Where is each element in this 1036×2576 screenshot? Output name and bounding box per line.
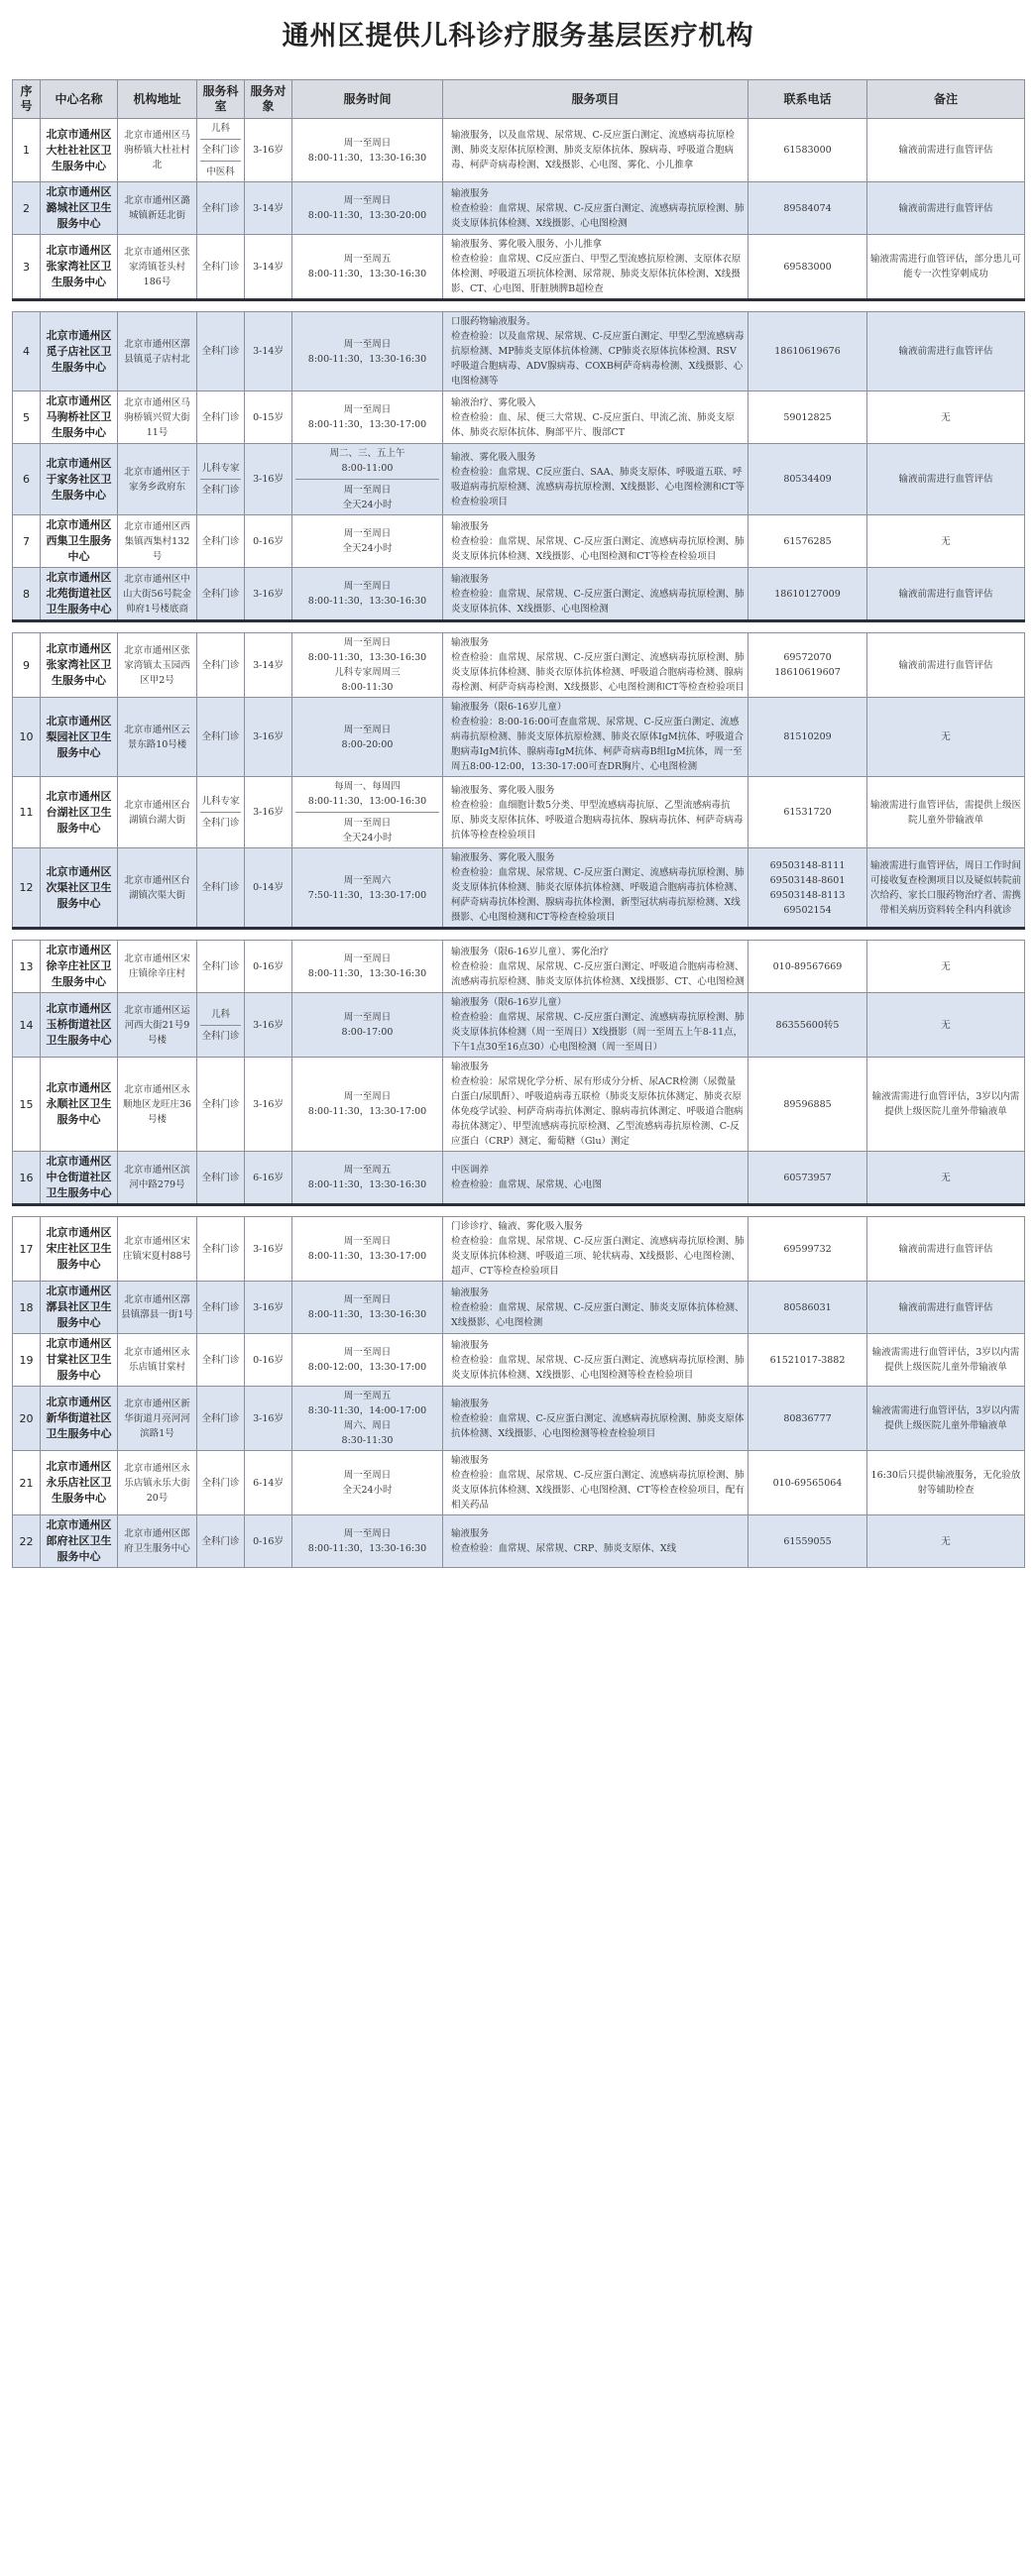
service-items: 输液服务，以及血常规、尿常规、C-反应蛋白测定、流感病毒抗原检测、肺炎支原体抗原检测、肺炎支原体抗体、腺病毒、呼吸道合胞病毒、柯萨奇病毒检测、X线摄影、心电图、雾化、小儿推拿: [443, 119, 748, 182]
row-number: 11: [13, 777, 41, 848]
row-number: 4: [13, 312, 41, 392]
center-address: 北京市通州区西集镇西集村132号: [118, 515, 197, 568]
table-row: [13, 1334, 1025, 1387]
remarks: 输液前需进行血管评估: [867, 633, 1025, 698]
dept-label: 中医科: [200, 161, 241, 179]
center-address: 北京市通州区马驹桥镇兴贸大街11号: [118, 392, 197, 444]
service-age: 3-16岁: [245, 698, 292, 777]
contact-phone: 18610127009: [748, 568, 867, 621]
header-phone: 联系电话: [748, 80, 867, 119]
section-divider-bar: [13, 621, 1025, 633]
service-age: 6-16岁: [245, 1152, 292, 1205]
service-time: 周一至周日 8:00-11:30，13:30-20:00: [292, 182, 443, 235]
dept-label: 儿科: [210, 123, 230, 134]
center-name: 北京市通州区中仓街道社区卫生服务中心: [41, 1152, 118, 1205]
service-items: 输液服务、雾化吸入服务 检查检验：血细胞计数5分类、甲型流感病毒抗原、乙型流感病毒抗原、肺炎支原体抗体、呼吸道合胞病毒抗体、腺病毒抗体、柯萨奇病毒抗体等检查检验项目: [443, 777, 748, 848]
service-dept: [197, 235, 245, 300]
row-number: 14: [13, 993, 41, 1058]
row-number: 21: [13, 1451, 41, 1515]
section-divider-bar: [13, 300, 1025, 312]
center-address: 北京市通州区云景东路10号楼: [118, 698, 197, 777]
center-address: 北京市通州区滨河中路279号: [118, 1152, 197, 1205]
service-items: 输液、雾化吸入服务 检查检验：血常规、C反应蛋白、SAA、肺炎支原体、呼吸道五联、呼吸道病毒抗原检测、流感病毒抗原检测、X线摄影、心电图检测和CT等检查检验项目: [443, 444, 748, 515]
header-services: 服务项目: [443, 80, 748, 119]
center-name: 北京市通州区徐辛庄社区卫生服务中心: [41, 941, 118, 993]
remarks: 输液前需进行血管评估: [867, 1282, 1025, 1334]
section-divider-bar: [13, 929, 1025, 941]
service-time: 周一至周日 8:00-11:30，13:30-17:00: [292, 1217, 443, 1282]
table-row: [13, 1152, 1025, 1205]
header-name: 中心名称: [41, 80, 118, 119]
center-name: 北京市通州区梨园社区卫生服务中心: [41, 698, 118, 777]
remarks: 无: [867, 1152, 1025, 1205]
dept-label: 全科门诊: [201, 960, 240, 972]
service-dept: [197, 119, 245, 182]
dept-label: 全科门诊: [200, 139, 241, 158]
remarks: 输液需需进行血管评估，3岁以内需提供上级医院儿童外带输液单: [867, 1334, 1025, 1387]
service-age: 0-16岁: [245, 941, 292, 993]
center-name: 北京市通州区马驹桥社区卫生服务中心: [41, 392, 118, 444]
center-name: 北京市通州区郎府社区卫生服务中心: [41, 1515, 118, 1568]
table-row: [13, 1217, 1025, 1282]
center-name: 北京市通州区永乐店社区卫生服务中心: [41, 1451, 118, 1515]
service-dept: [197, 993, 245, 1058]
service-items: 输液服务 检查检验：血常规、尿常规、C-反应蛋白测定、流感病毒抗原检测、肺炎支原体抗体检测、X线摄影、心电图检测和CT等检查检验项目: [443, 515, 748, 568]
contact-phone: 61531720: [748, 777, 867, 848]
contact-phone: 60573957: [748, 1152, 867, 1205]
remarks: 输液前需进行血管评估: [867, 312, 1025, 392]
service-age: 6-14岁: [245, 1451, 292, 1515]
dept-label: 全科门诊: [200, 812, 241, 831]
service-age: 3-16岁: [245, 1387, 292, 1451]
service-time: 周一至周日 8:00-11:30，13:30-16:30: [292, 1515, 443, 1568]
contact-phone: 80836777: [748, 1387, 867, 1451]
service-age: 3-16岁: [245, 1217, 292, 1282]
service-time: [292, 444, 443, 515]
table-row: [13, 633, 1025, 698]
dept-label: 全科门诊: [200, 1025, 241, 1044]
center-name: 北京市通州区玉桥街道社区卫生服务中心: [41, 993, 118, 1058]
service-items: 输液服务（限6-16岁儿童）、雾化治疗 检查检验：血常规、尿常规、C-反应蛋白测定、呼吸道合胞病毒检测、流感病毒抗原检测、肺炎支原体抗体检测、X线摄影、CT、心电图检测: [443, 941, 748, 993]
center-address: 北京市通州区永乐店镇甘棠村: [118, 1334, 197, 1387]
service-items: 输液服务 检查检验：血常规、尿常规、C-反应蛋白测定、流感病毒抗原检测、肺炎支原体抗体检测、X线摄影、心电图检测等检查检验项目: [443, 1334, 748, 1387]
row-number: 3: [13, 235, 41, 300]
header-note: 备注: [867, 80, 1025, 119]
center-name: 北京市通州区北苑街道社区卫生服务中心: [41, 568, 118, 621]
service-time: 周一至周五 8:00-11:30，13:30-16:30: [292, 235, 443, 300]
service-items: 输液服务（限6-16岁儿童） 检查检验：血常规、尿常规、C-反应蛋白测定、流感病毒抗原检测、肺炎支原体抗体检测（周一至周日）X线摄影（周一至周五上午8-11点，下午1点30至16点30）心电图检测（周一至周日）: [443, 993, 748, 1058]
service-age: 0-16岁: [245, 1334, 292, 1387]
dept-label: 全科门诊: [200, 479, 241, 498]
section-divider: [13, 300, 1025, 312]
center-address: 北京市通州区运河西大街21号9号楼: [118, 993, 197, 1058]
table-row: [13, 444, 1025, 515]
center-address: 北京市通州区于家务乡政府东: [118, 444, 197, 515]
section-divider: [13, 1205, 1025, 1217]
header-time: 服务时间: [292, 80, 443, 119]
dept-label: 全科门诊: [201, 588, 240, 600]
row-number: 9: [13, 633, 41, 698]
contact-phone: 61521017-3882: [748, 1334, 867, 1387]
row-number: 5: [13, 392, 41, 444]
dept-label: 全科门诊: [201, 882, 240, 893]
service-dept: [197, 1334, 245, 1387]
service-items: 输液治疗、雾化吸入 检查检验：血、尿、便三大常规、C-反应蛋白、甲流乙流、肺炎支原体、肺炎衣原体抗体、胸部平片、腹部CT: [443, 392, 748, 444]
contact-phone: 69503148-8111 69503148-8601 69503148-8113 69502154: [748, 848, 867, 929]
service-age: 3-16岁: [245, 1282, 292, 1334]
service-dept: [197, 848, 245, 929]
table-row: [13, 993, 1025, 1058]
header-age: 服务对象: [245, 80, 292, 119]
service-items: 输液服务、雾化吸入服务、小儿推拿 检查检验：血常规、C反应蛋白、甲型乙型流感抗原检测、支原体衣原体检测、呼吸道五项抗体检测、尿常规、肺炎支原体抗体检测、X线摄影、CT、心电图、肝脏胰脾B超检查: [443, 235, 748, 300]
remarks: 输液前需进行血管评估: [867, 182, 1025, 235]
service-dept: [197, 698, 245, 777]
section-divider: [13, 929, 1025, 941]
center-name: 北京市通州区张家湾社区卫生服务中心: [41, 235, 118, 300]
service-time: 周一至周五 8:30-11:30，14:00-17:00 周六、周日 8:30-11:30: [292, 1387, 443, 1451]
service-time: 周一至周日 8:00-11:30，13:30-16:30: [292, 941, 443, 993]
service-dept: [197, 182, 245, 235]
service-items: 输液服务 检查检验：血常规、C-反应蛋白测定、流感病毒抗原检测、肺炎支原体抗体检测、X线摄影、心电图检测等检查检验项目: [443, 1387, 748, 1451]
row-number: 20: [13, 1387, 41, 1451]
remarks: 输液前需进行血管评估: [867, 444, 1025, 515]
table-row: [13, 777, 1025, 848]
dept-label: 儿科专家: [201, 796, 240, 807]
center-name: 北京市通州区觅子店社区卫生服务中心: [41, 312, 118, 392]
service-dept: [197, 1152, 245, 1205]
service-items: 输液服务 检查检验：血常规、尿常规、C-反应蛋白测定、流感病毒抗原检测、肺炎支原体抗体检测、X线摄影、心电图检测: [443, 182, 748, 235]
service-dept: [197, 568, 245, 621]
remarks: 输液需需进行血管评估，3岁以内需提供上级医院儿童外带输液单: [867, 1387, 1025, 1451]
service-age: 3-16岁: [245, 568, 292, 621]
table-row: [13, 235, 1025, 300]
service-dept: [197, 1058, 245, 1152]
center-address: 北京市通州区漷县镇漷县一街1号: [118, 1282, 197, 1334]
table-row: [13, 1282, 1025, 1334]
center-address: 北京市通州区永顺地区龙旺庄36号楼: [118, 1058, 197, 1152]
service-age: 3-16岁: [245, 993, 292, 1058]
service-age: 3-14岁: [245, 633, 292, 698]
row-number: 17: [13, 1217, 41, 1282]
contact-phone: 59012825: [748, 392, 867, 444]
contact-phone: 80586031: [748, 1282, 867, 1334]
contact-phone: 61559055: [748, 1515, 867, 1568]
center-address: 北京市通州区新华街道月亮河河滨路1号: [118, 1387, 197, 1451]
service-time: 周一至周日 8:00-11:30，13:30-16:30 儿科专家周周三 8:00-11:30: [292, 633, 443, 698]
dept-label: 全科门诊: [201, 1243, 240, 1255]
page-title: 通州区提供儿科诊疗服务基层医疗机构: [282, 21, 754, 52]
dept-label: 全科门诊: [201, 261, 240, 273]
dept-label: 全科门诊: [201, 1535, 240, 1547]
center-name: 北京市通州区漷县社区卫生服务中心: [41, 1282, 118, 1334]
table-row: [13, 312, 1025, 392]
table-row: [13, 392, 1025, 444]
contact-phone: 89584074: [748, 182, 867, 235]
service-age: 3-14岁: [245, 182, 292, 235]
service-time: 周一至周日 8:00-11:30，13:30-16:30: [292, 119, 443, 182]
service-dept: [197, 444, 245, 515]
service-items: 中医调养 检查检验：血常规、尿常规、心电图: [443, 1152, 748, 1205]
row-number: 19: [13, 1334, 41, 1387]
section-divider-bar: [13, 1205, 1025, 1217]
service-dept: [197, 392, 245, 444]
table-row: [13, 1387, 1025, 1451]
row-number: 1: [13, 119, 41, 182]
service-time: [292, 777, 443, 848]
dept-label: 全科门诊: [201, 1172, 240, 1183]
service-dept: [197, 1282, 245, 1334]
dept-label: 全科门诊: [201, 659, 240, 671]
center-name: 北京市通州区甘棠社区卫生服务中心: [41, 1334, 118, 1387]
service-items: 输液服务 检查检验：血常规、尿常规、C-反应蛋白测定、流感病毒抗原检测、肺炎支原体抗体检测、肺炎衣原体抗体检测、呼吸道合胞病毒检测、腺病毒检测、柯萨奇病毒检测、X线摄影、心电图检测和CT等检查检验项目: [443, 633, 748, 698]
service-dept: [197, 312, 245, 392]
service-time: 周一至周日 全天24小时: [292, 515, 443, 568]
dept-label: 儿科专家: [201, 463, 240, 474]
service-items: 门诊诊疗、输液、雾化吸入服务 检查检验：血常规、尿常规、C-反应蛋白测定、流感病毒抗原检测、肺炎支原体抗体检测、呼吸道三项、轮状病毒、X线摄影、心电图检测、超声、CT等检查检验项目: [443, 1217, 748, 1282]
remarks: 输液前需进行血管评估: [867, 119, 1025, 182]
contact-phone: 010-69565064: [748, 1451, 867, 1515]
contact-phone: 69583000: [748, 235, 867, 300]
dept-label: 全科门诊: [201, 731, 240, 742]
center-address: 北京市通州区宋庄镇宋夏村88号: [118, 1217, 197, 1282]
table-row: [13, 182, 1025, 235]
service-age: 0-16岁: [245, 1515, 292, 1568]
clinic-table: [12, 79, 1024, 1568]
remarks: 输液前需进行血管评估: [867, 1217, 1025, 1282]
service-items: 输液服务 检查检验：血常规、尿常规、C-反应蛋白测定、流感病毒抗原检测、肺炎支原体抗体检测、X线摄影、心电图检测、CT等检查检验项目，配有相关药品: [443, 1451, 748, 1515]
service-time: 周一至周六 7:50-11:30，13:30-17:00: [292, 848, 443, 929]
service-time: 周一至周日 8:00-11:30，13:30-16:30: [292, 568, 443, 621]
remarks: 无: [867, 698, 1025, 777]
row-number: 15: [13, 1058, 41, 1152]
center-name: 北京市通州区于家务社区卫生服务中心: [41, 444, 118, 515]
dept-label: 全科门诊: [201, 1098, 240, 1110]
center-address: 北京市通州区永乐店镇永乐大街20号: [118, 1451, 197, 1515]
service-dept: [197, 941, 245, 993]
table-row: [13, 1058, 1025, 1152]
dept-label: 全科门诊: [201, 1301, 240, 1313]
remarks: 16:30后只提供输液服务，无化验放射等辅助检查: [867, 1451, 1025, 1515]
row-number: 12: [13, 848, 41, 929]
service-time: 周一至周日 8:00-20:00: [292, 698, 443, 777]
table-header-row: [13, 80, 1025, 119]
service-dept: [197, 1515, 245, 1568]
center-address: 北京市通州区张家湾镇太玉园西区甲2号: [118, 633, 197, 698]
dept-label: 儿科: [210, 1008, 230, 1020]
row-number: 7: [13, 515, 41, 568]
time-block: 周二、三、五上午 8:00-11:00: [329, 448, 405, 474]
center-name: 北京市通州区宋庄社区卫生服务中心: [41, 1217, 118, 1282]
row-number: 8: [13, 568, 41, 621]
center-name: 北京市通州区台湖社区卫生服务中心: [41, 777, 118, 848]
center-name: 北京市通州区次渠社区卫生服务中心: [41, 848, 118, 929]
dept-label: 全科门诊: [201, 1412, 240, 1424]
service-time: 周一至周日 8:00-11:30，13:30-17:00: [292, 392, 443, 444]
service-time: 周一至周日 全天24小时: [292, 1451, 443, 1515]
dept-label: 全科门诊: [201, 346, 240, 357]
center-address: 北京市通州区中山大街56号院金帅府1号楼底商: [118, 568, 197, 621]
service-time: 周一至周日 8:00-11:30，13:30-16:30: [292, 1282, 443, 1334]
service-time: 周一至周五 8:00-11:30，13:30-16:30: [292, 1152, 443, 1205]
remarks: 无: [867, 1515, 1025, 1568]
service-age: 0-14岁: [245, 848, 292, 929]
row-number: 18: [13, 1282, 41, 1334]
table-row: [13, 515, 1025, 568]
service-items: 输液服务 检查检验：尿常规化学分析、尿有形成分分析、尿ACR检测（尿微量白蛋白/尿肌酐）、呼吸道病毒五联检（肺炎支原体抗体测定、肺炎衣原体免疫学试验、柯萨奇病毒抗体测定、腺病毒抗体测定、呼吸道合胞病毒抗体测定）、甲型流感病毒抗原检测、乙型流感病毒抗原检测、C-反应蛋白（CRP）测定、葡萄糖（Glu）测定: [443, 1058, 748, 1152]
dept-label: 全科门诊: [201, 1477, 240, 1489]
center-name: 北京市通州区西集卫生服务中心: [41, 515, 118, 568]
service-items: 输液服务 检查检验：血常规、尿常规、CRP、肺炎支原体、X线: [443, 1515, 748, 1568]
time-block: 周一至周日 全天24小时: [295, 812, 439, 845]
service-age: 3-14岁: [245, 235, 292, 300]
row-number: 13: [13, 941, 41, 993]
row-number: 22: [13, 1515, 41, 1568]
center-address: 北京市通州区马驹桥镇大杜社村北: [118, 119, 197, 182]
table-row: [13, 1515, 1025, 1568]
service-age: 0-15岁: [245, 392, 292, 444]
dept-label: 全科门诊: [201, 1354, 240, 1366]
time-block: 周一至周日 全天24小时: [295, 479, 439, 512]
service-age: 3-16岁: [245, 119, 292, 182]
time-block: 每周一、每周四 8:00-11:30，13:00-16:30: [307, 781, 427, 807]
service-time: 周一至周日 8:00-11:30，13:30-16:30: [292, 312, 443, 392]
service-items: 输液服务、雾化吸入服务 检查检验：血常规、尿常规、C-反应蛋白测定、流感病毒抗原检测、肺炎支原体抗体检测、肺炎衣原体抗体检测、呼吸道合胞病毒抗体检测、柯萨奇病毒抗体检测、腺病毒抗体检测、新型冠状病毒抗原检测、X线摄影、心电图检测和CT等检查检验项目: [443, 848, 748, 929]
contact-phone: 69599732: [748, 1217, 867, 1282]
center-address: 北京市通州区张家湾镇苍头村186号: [118, 235, 197, 300]
contact-phone: 010-89567669: [748, 941, 867, 993]
table-row: [13, 568, 1025, 621]
service-age: 3-16岁: [245, 777, 292, 848]
row-number: 16: [13, 1152, 41, 1205]
center-name: 北京市通州区新华街道社区卫生服务中心: [41, 1387, 118, 1451]
service-age: 3-14岁: [245, 312, 292, 392]
dept-label: 全科门诊: [201, 535, 240, 547]
table-row: [13, 848, 1025, 929]
table-row: [13, 698, 1025, 777]
contact-phone: 18610619676: [748, 312, 867, 392]
service-time: 周一至周日 8:00-12:00，13:30-17:00: [292, 1334, 443, 1387]
center-address: 北京市通州区台湖镇台湖大街: [118, 777, 197, 848]
table-row: [13, 941, 1025, 993]
header-dept: 服务科室: [197, 80, 245, 119]
remarks: 无: [867, 515, 1025, 568]
section-divider: [13, 621, 1025, 633]
contact-phone: 81510209: [748, 698, 867, 777]
service-time: 周一至周日 8:00-17:00: [292, 993, 443, 1058]
center-name: 北京市通州区张家湾社区卫生服务中心: [41, 633, 118, 698]
row-number: 6: [13, 444, 41, 515]
remarks: 无: [867, 941, 1025, 993]
center-address: 北京市通州区郎府卫生服务中心: [118, 1515, 197, 1568]
contact-phone: 69572070 18610619607: [748, 633, 867, 698]
contact-phone: 89596885: [748, 1058, 867, 1152]
contact-phone: 80534409: [748, 444, 867, 515]
service-age: 3-16岁: [245, 1058, 292, 1152]
remarks: 无: [867, 993, 1025, 1058]
header-no: 序号: [13, 80, 41, 119]
contact-phone: 61583000: [748, 119, 867, 182]
service-dept: [197, 1451, 245, 1515]
center-address: 北京市通州区漷县镇觅子店村北: [118, 312, 197, 392]
service-items: 输液服务 检查检验：血常规、尿常规、C-反应蛋白测定、肺炎支原体抗体检测、X线摄影、心电图检测: [443, 1282, 748, 1334]
service-age: 0-16岁: [245, 515, 292, 568]
remarks: 无: [867, 392, 1025, 444]
service-dept: [197, 1387, 245, 1451]
header-address: 机构地址: [118, 80, 197, 119]
center-address: 北京市通州区台湖镇次渠大街: [118, 848, 197, 929]
service-dept: [197, 633, 245, 698]
row-number: 10: [13, 698, 41, 777]
remarks: 输液需进行血管评估，周日工作时间可接收复查检测项目以及疑似转院前次给药、家长口服药物治疗者、需携带相关病历资料转全科内科就诊: [867, 848, 1025, 929]
table-row: [13, 119, 1025, 182]
service-age: 3-16岁: [245, 444, 292, 515]
contact-phone: 61576285: [748, 515, 867, 568]
remarks: 输液需需进行血管评估，部分患儿可能专一次性穿刺成功: [867, 235, 1025, 300]
center-name: 北京市通州区潞城社区卫生服务中心: [41, 182, 118, 235]
service-time: 周一至周日 8:00-11:30，13:30-17:00: [292, 1058, 443, 1152]
center-name: 北京市通州区永顺社区卫生服务中心: [41, 1058, 118, 1152]
contact-phone: 86355600转5: [748, 993, 867, 1058]
dept-label: 全科门诊: [201, 411, 240, 423]
center-address: 北京市通州区宋庄镇徐辛庄村: [118, 941, 197, 993]
dept-label: 全科门诊: [201, 202, 240, 214]
remarks: 输液需需进行血管评估，3岁以内需提供上级医院儿童外带输液单: [867, 1058, 1025, 1152]
table-row: [13, 1451, 1025, 1515]
service-dept: [197, 1217, 245, 1282]
remarks: 输液前需进行血管评估: [867, 568, 1025, 621]
row-number: 2: [13, 182, 41, 235]
remarks: 输液需进行血管评估，需提供上级医院儿童外带输液单: [867, 777, 1025, 848]
service-items: 输液服务 检查检验：血常规、尿常规、C-反应蛋白测定、流感病毒抗原检测、肺炎支原体抗体、X线摄影、心电图检测: [443, 568, 748, 621]
center-name: 北京市通州区大杜社社区卫生服务中心: [41, 119, 118, 182]
service-dept: [197, 515, 245, 568]
center-address: 北京市通州区潞城镇新廷北街: [118, 182, 197, 235]
service-items: 输液服务（限6-16岁儿童） 检查检验：8:00-16:00可查血常规、尿常规、C-反应蛋白测定、流感病毒抗原检测、肺炎支原体抗原检测、肺炎衣原体IgM抗体、呼吸道合胞病毒IgM抗体、腺病毒IgM抗体、柯萨奇病毒B组IgM抗体，周一至周五8:00-12:00，13:30-17:00可查DR胸片、心电图检测: [443, 698, 748, 777]
service-dept: [197, 777, 245, 848]
service-items: 口服药物输液服务。 检查检验：以及血常规、尿常规、C-反应蛋白测定、甲型乙型流感病毒抗原检测、MP肺炎支原体抗体检测、CP肺炎衣原体抗体检测、RSV呼吸道合胞病毒、ADV腺病毒、COXB柯萨奇病毒检测、X线摄影、心电图检测等: [443, 312, 748, 392]
